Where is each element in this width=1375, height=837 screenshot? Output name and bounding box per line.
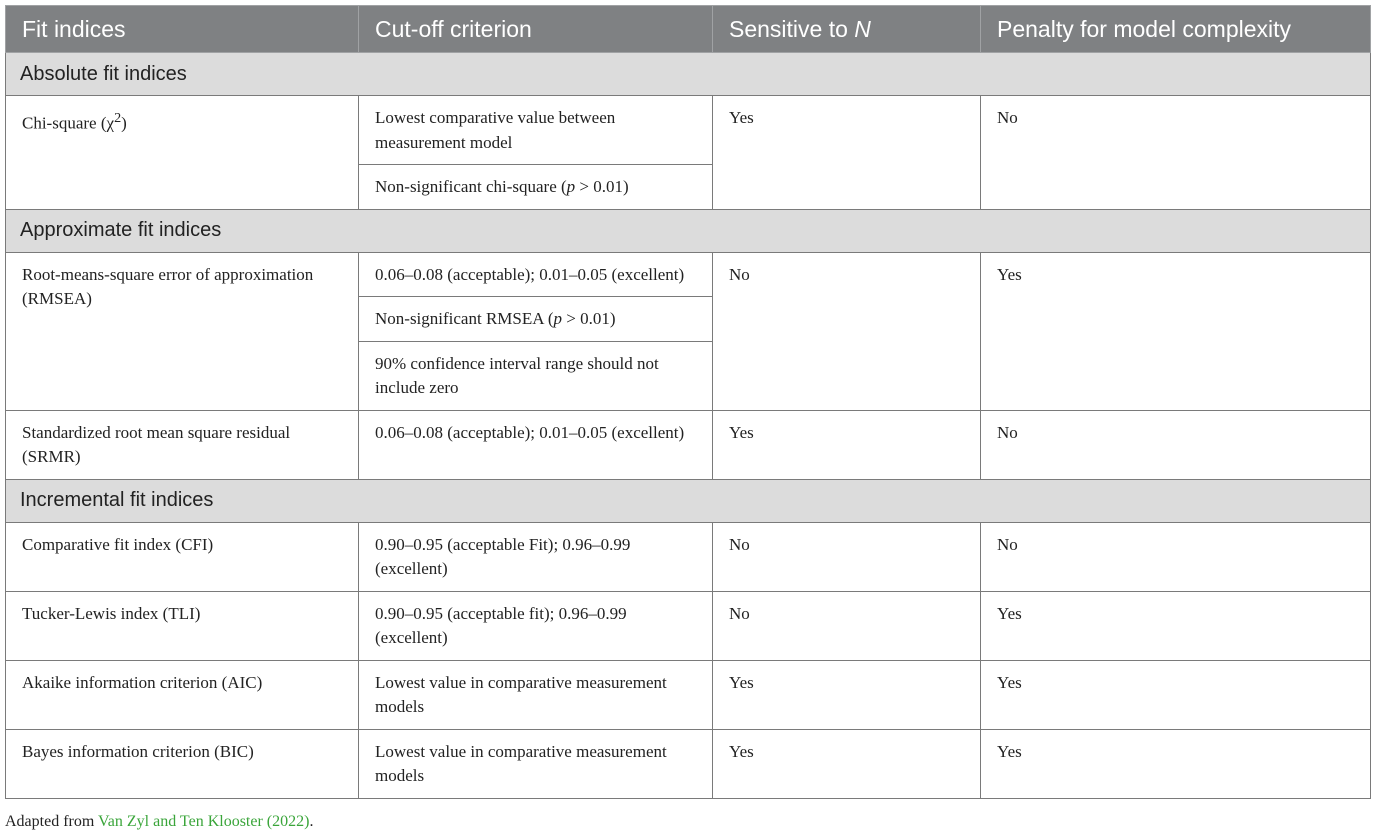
sensitive-value: No <box>713 522 981 591</box>
header-fit-indices: Fit indices <box>6 6 359 53</box>
cutoff-criterion: 0.06–0.08 (acceptable); 0.01–0.05 (excellent) <box>359 410 713 479</box>
penalty-value: Yes <box>981 660 1371 729</box>
caption-prefix: Adapted from <box>5 813 99 830</box>
section-row <box>6 479 1371 522</box>
section-approximate: Approximate fit indices <box>6 209 1371 252</box>
table-row <box>6 96 1371 165</box>
table-row <box>6 591 1371 660</box>
fit-index-name: Chi-square $(\chi^2)$ <box>6 96 359 210</box>
sensitive-value: Yes <box>713 410 981 479</box>
table-row <box>6 252 1371 297</box>
fit-index-name: Root-means-square error of approximation (RMSEA) <box>6 252 359 410</box>
cutoff-criterion: Lowest comparative value between measurement model <box>359 96 713 165</box>
cutoff-criterion: 0.06–0.08 (acceptable); 0.01–0.05 (excellent) <box>359 252 713 297</box>
sensitive-value: Yes <box>713 660 981 729</box>
fit-index-name: Comparative fit index (CFI) <box>6 522 359 591</box>
section-absolute: Absolute fit indices <box>6 53 1371 96</box>
caption-suffix: . <box>309 813 314 830</box>
penalty-value: Yes <box>981 729 1371 798</box>
sensitive-value: No <box>713 252 981 410</box>
section-row <box>6 53 1371 96</box>
cutoff-criterion: Lowest value in comparative measurement models <box>359 660 713 729</box>
section-row <box>6 209 1371 252</box>
cutoff-criterion: 0.90–0.95 (acceptable fit); 0.96–0.99 (excellent) <box>359 591 713 660</box>
table-row <box>6 660 1371 729</box>
table-row <box>6 522 1371 591</box>
fit-indices-table <box>5 5 1371 799</box>
header-cutoff-criterion: Cut-off criterion <box>359 6 713 53</box>
table-caption <box>5 813 313 831</box>
penalty-value: Yes <box>981 591 1371 660</box>
fit-index-name: Tucker-Lewis index (TLI) <box>6 591 359 660</box>
cutoff-criterion: 0.90–0.95 (acceptable Fit); 0.96–0.99 (excellent) <box>359 522 713 591</box>
penalty-value: No <box>981 522 1371 591</box>
fit-index-name: Akaike information criterion (AIC) <box>6 660 359 729</box>
header-sensitive-to-n: Sensitive to N <box>713 6 981 53</box>
penalty-value: Yes <box>981 252 1371 410</box>
sensitive-value: Yes <box>713 96 981 210</box>
cutoff-criterion: Non-significant RMSEA (p > 0.01) <box>359 297 713 342</box>
fit-index-name: Bayes information criterion (BIC) <box>6 729 359 798</box>
table-row <box>6 410 1371 479</box>
penalty-value: No <box>981 410 1371 479</box>
penalty-value: No <box>981 96 1371 210</box>
header-penalty: Penalty for model complexity <box>981 6 1371 53</box>
sensitive-value: Yes <box>713 729 981 798</box>
header-row <box>6 6 1371 53</box>
cutoff-criterion: Non-significant chi-square (p > 0.01) <box>359 165 713 210</box>
sensitive-value: No <box>713 591 981 660</box>
cutoff-criterion: 90% confidence interval range should not include zero <box>359 341 713 410</box>
fit-index-name: Standardized root mean square residual (SRMR) <box>6 410 359 479</box>
citation-link[interactable]: Van Zyl and Ten Klooster (2022) <box>98 813 310 830</box>
section-incremental: Incremental fit indices <box>6 479 1371 522</box>
cutoff-criterion: Lowest value in comparative measurement models <box>359 729 713 798</box>
table-row <box>6 729 1371 798</box>
